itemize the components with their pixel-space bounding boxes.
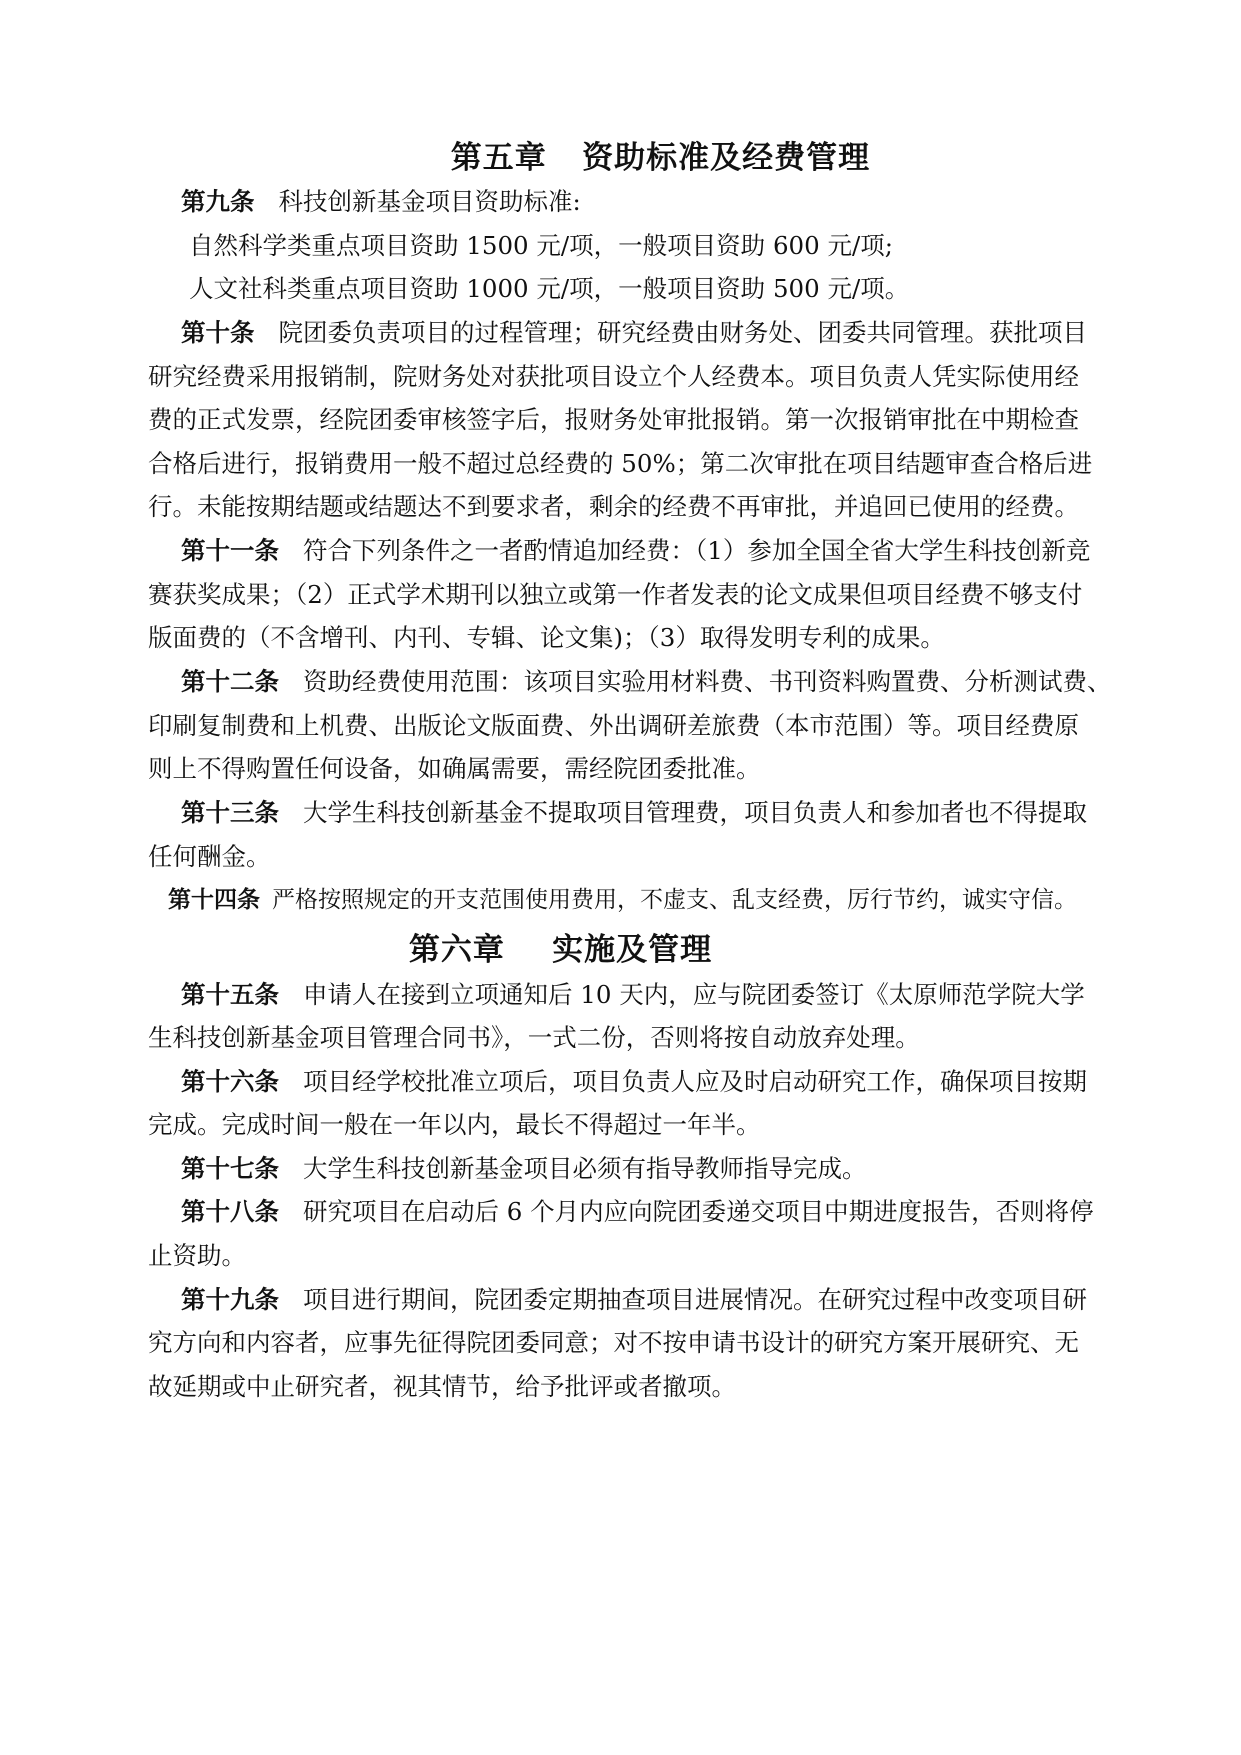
- article-13-first-line: [181, 798, 1087, 828]
- article-10-line: 费的正式发票，经院团委审核签字后，报财务处审批报销。第一次报销审批在中期检查: [148, 405, 1079, 434]
- article-14-first-line: [168, 885, 1077, 915]
- article-13-label: 第十三条: [181, 798, 279, 827]
- article-13-text: 大学生科技创新基金不提取项目管理费，项目负责人和参加者也不得提取: [303, 798, 1087, 827]
- article-14-label: 第十四条: [168, 886, 260, 913]
- article-19-first-line: [181, 1285, 1087, 1315]
- article-9-first-line: [181, 187, 581, 217]
- article-15-first-line: [181, 980, 1085, 1010]
- article-19-line: 究方向和内容者，应事先征得院团委同意；对不按申请书设计的研究方案开展研究、无: [148, 1328, 1079, 1357]
- article-17-text: 大学生科技创新基金项目必须有指导教师指导完成。: [303, 1154, 867, 1183]
- article-19-text: 项目进行期间，院团委定期抽查项目进展情况。在研究过程中改变项目研: [303, 1285, 1087, 1314]
- article-18-line: 止资助。: [148, 1241, 246, 1270]
- article-12-label: 第十二条: [181, 667, 279, 696]
- article-15-text: 申请人在接到立项通知后 10 天内，应与院团委签订《太原师范学院大学: [303, 980, 1085, 1009]
- article-19-label: 第十九条: [181, 1285, 279, 1314]
- article-11-text: 符合下列条件之一者酌情追加经费：（1）参加全国全省大学生科技创新竞: [303, 536, 1091, 565]
- article-17-label: 第十七条: [181, 1154, 279, 1183]
- article-18-text: 研究项目在启动后 6 个月内应向院团委递交项目中期进度报告，否则将停: [303, 1197, 1094, 1226]
- article-10-label: 第十条: [181, 318, 255, 347]
- article-10-line: 行。未能按期结题或结题达不到要求者，剩余的经费不再审批，并追回已使用的经费。: [148, 492, 1079, 521]
- article-11-line: 版面费的（不含增刊、内刊、专辑、论文集)；（3）取得发明专利的成果。: [148, 623, 945, 652]
- article-15-label: 第十五条: [181, 980, 279, 1009]
- article-11-label: 第十一条: [181, 536, 279, 565]
- article-9-text: 科技创新基金项目资助标准:: [278, 187, 581, 216]
- article-16-first-line: [181, 1067, 1087, 1097]
- article-12-line: 印刷复制费和上机费、出版论文版面费、外出调研差旅费（本市范围）等。项目经费原: [148, 711, 1079, 740]
- article-16-line: 完成。完成时间一般在一年以内，最长不得超过一年半。: [148, 1110, 761, 1139]
- article-10-first-line: [181, 318, 1087, 348]
- article-9-line: 自然科学类重点项目资助 1500 元/项，一般项目资助 600 元/项;: [189, 231, 894, 260]
- chapter-6-title: 第六章 实施及管理: [408, 932, 713, 968]
- article-14-text: 严格按照规定的开支范围使用费用，不虚支、乱支经费，厉行节约，诚实守信。: [272, 887, 1077, 913]
- article-10-text: 院团委负责项目的过程管理；研究经费由财务处、团委共同管理。获批项目: [278, 318, 1087, 347]
- article-10-line: 研究经费采用报销制，院财务处对获批项目设立个人经费本。项目负责人凭实际使用经: [148, 362, 1079, 391]
- article-10-line: 合格后进行，报销费用一般不超过总经费的 50%；第二次审批在项目结题审查合格后进: [148, 449, 1093, 478]
- article-11-first-line: [181, 536, 1090, 566]
- article-18-label: 第十八条: [181, 1197, 279, 1226]
- article-12-text: 资助经费使用范围：该项目实验用材料费、书刊资料购置费、分析测试费、: [303, 667, 1112, 696]
- article-9-label: 第九条: [181, 187, 255, 216]
- article-19-line: 故延期或中止研究者，视其情节，给予批评或者撤项。: [148, 1372, 736, 1401]
- article-18-first-line: [181, 1197, 1094, 1227]
- chapter-5-title: 第五章 资助标准及经费管理: [450, 140, 871, 176]
- article-12-line: 则上不得购置任何设备，如确属需要，需经院团委批准。: [148, 754, 761, 783]
- article-11-line: 赛获奖成果；（2）正式学术期刊以独立或第一作者发表的论文成果但项目经费不够支付: [148, 580, 1083, 609]
- article-15-line: 生科技创新基金项目管理合同书》，一式二份，否则将按自动放弃处理。: [148, 1023, 920, 1052]
- article-9-line: 人文社科类重点项目资助 1000 元/项，一般项目资助 500 元/项。: [189, 274, 910, 303]
- article-12-first-line: [181, 667, 1112, 697]
- article-17-first-line: [181, 1154, 867, 1184]
- article-16-text: 项目经学校批准立项后，项目负责人应及时启动研究工作，确保项目按期: [303, 1067, 1087, 1096]
- article-13-line: 任何酬金。: [148, 842, 271, 871]
- article-16-label: 第十六条: [181, 1067, 279, 1096]
